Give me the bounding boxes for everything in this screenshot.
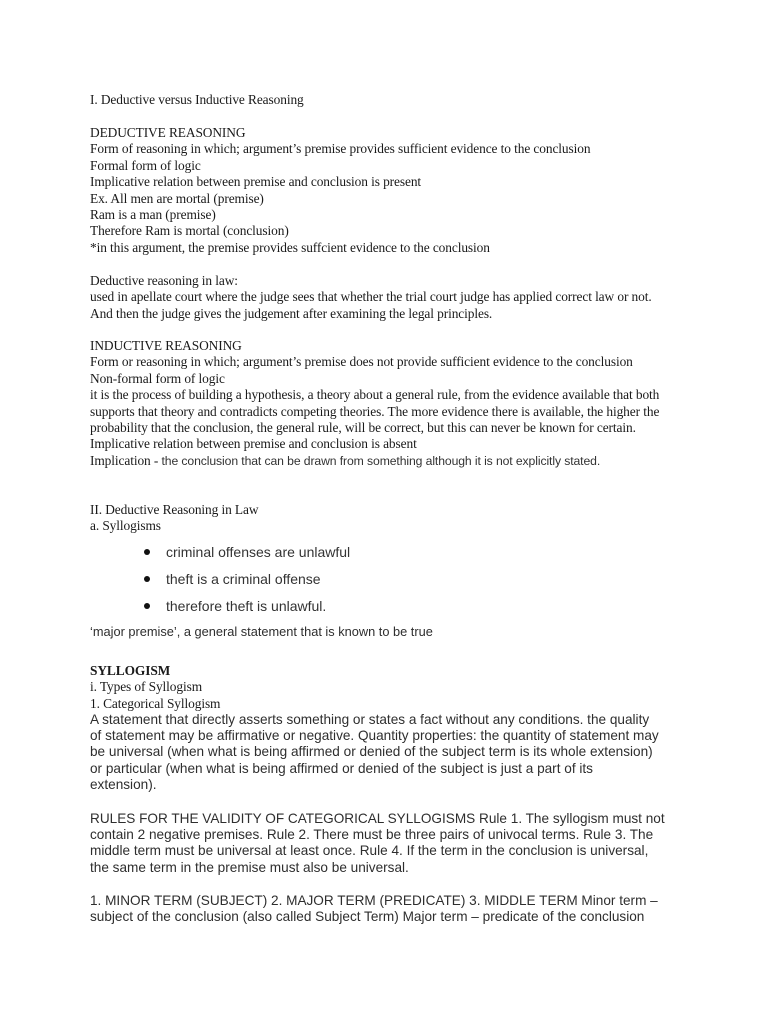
rules-section xyxy=(90,811,670,876)
deductive-section xyxy=(90,125,670,256)
deductive-line: Therefore Ram is mortal (conclusion) xyxy=(90,223,289,239)
implication-text: the conclusion that can be drawn from something although it is not explicitly stated. xyxy=(161,453,601,468)
section2-heading xyxy=(90,502,670,535)
inductive-paragraph: it is the process of building a hypothesis, a theory about a general rule, from the evidence available that both supports that theory and contradicts competing theories. The more evidence there is available, the higher the probability that the conclusion, the general rule, will be correct, but this can never be known for certain. xyxy=(90,387,660,436)
section1-heading-text: I. Deductive versus Inductive Reasoning xyxy=(90,92,304,107)
deductive-law-text: used in apellate court where the judge sees that whether the trial court judge has applied correct law or not. And then the judge gives the judgement after examining the legal principles. xyxy=(90,289,652,321)
rules-paragraph: RULES FOR THE VALIDITY OF CATEGORICAL SYLLOGISMS Rule 1. The syllogism must not contain 2 negative premises. Rule 2. There must be three pairs of univocal terms. Rule 3. The middle term must be universal at least once. Rule 4. If the term in the conclusion is universal, the same term in the premise must also be universal. xyxy=(90,811,665,875)
major-premise-text: ‘major premise’, a general statement that is known to be true xyxy=(90,624,433,639)
inductive-line: Non-formal form of logic xyxy=(90,370,225,386)
syllogism-categorical: 1. Categorical Syllogism xyxy=(90,695,221,711)
inductive-line: Form or reasoning in which; argument’s premise does not provide sufficient evidence to the conclusion xyxy=(90,354,633,370)
syllogism-title: SYLLOGISM xyxy=(90,663,171,678)
list-item xyxy=(144,570,350,597)
syllogism-section xyxy=(90,663,670,712)
deductive-line: Formal form of logic xyxy=(90,157,201,173)
deductive-line: Ex. All men are mortal (premise) xyxy=(90,190,264,206)
deductive-law-section xyxy=(90,273,670,322)
deductive-line: *in this argument, the premise provides suffcient evidence to the conclusion xyxy=(90,239,490,255)
list-item xyxy=(144,597,350,624)
categorical-description xyxy=(90,712,662,793)
syllogism-example-list xyxy=(144,543,350,624)
list-item-text: therefore theft is unlawful. xyxy=(166,598,327,614)
implication-label: Implication - xyxy=(90,452,162,468)
terms-paragraph: 1. MINOR TERM (SUBJECT) 2. MAJOR TERM (PREDICATE) 3. MIDDLE TERM Minor term – subject of the conclusion (also called Subject Term) Major term – predicate of the conclusion xyxy=(90,893,658,925)
deductive-line: Form of reasoning in which; argument’s premise provides sufficient evidence to the conclusion xyxy=(90,141,591,157)
section2-heading-text: II. Deductive Reasoning in Law xyxy=(90,502,259,517)
list-item-text: theft is a criminal offense xyxy=(166,571,321,587)
bullet-icon xyxy=(144,603,150,609)
syllogism-types: i. Types of Syllogism xyxy=(90,679,203,695)
deductive-title: DEDUCTIVE REASONING xyxy=(90,125,246,140)
inductive-line: Implicative relation between premise and conclusion is absent xyxy=(90,436,417,452)
bullet-icon xyxy=(144,549,150,555)
section1-heading xyxy=(90,92,670,108)
deductive-law-title: Deductive reasoning in law: xyxy=(90,273,238,288)
categorical-paragraph: A statement that directly asserts something or states a fact without any conditions. the quality of statement may be affirmative or negative. Quantity properties: the quantity of statement may be universal (when what is being affirmed or denied of the subject term is its whole extension) or particular (when what is being affirmed or denied of the subject is just a part of its extension). xyxy=(90,712,659,792)
list-item-text: criminal offenses are unlawful xyxy=(166,544,351,560)
inductive-title: INDUCTIVE REASONING xyxy=(90,338,242,353)
inductive-section xyxy=(90,338,670,469)
bullet-icon xyxy=(144,576,150,582)
implication-line xyxy=(90,453,670,469)
deductive-line: Ram is a man (premise) xyxy=(90,207,216,223)
section2-sub: a. Syllogisms xyxy=(90,518,161,534)
major-premise-note xyxy=(90,624,670,640)
list-item xyxy=(144,543,350,570)
deductive-line: Implicative relation between premise and conclusion is present xyxy=(90,174,422,190)
terms-section xyxy=(90,893,662,925)
